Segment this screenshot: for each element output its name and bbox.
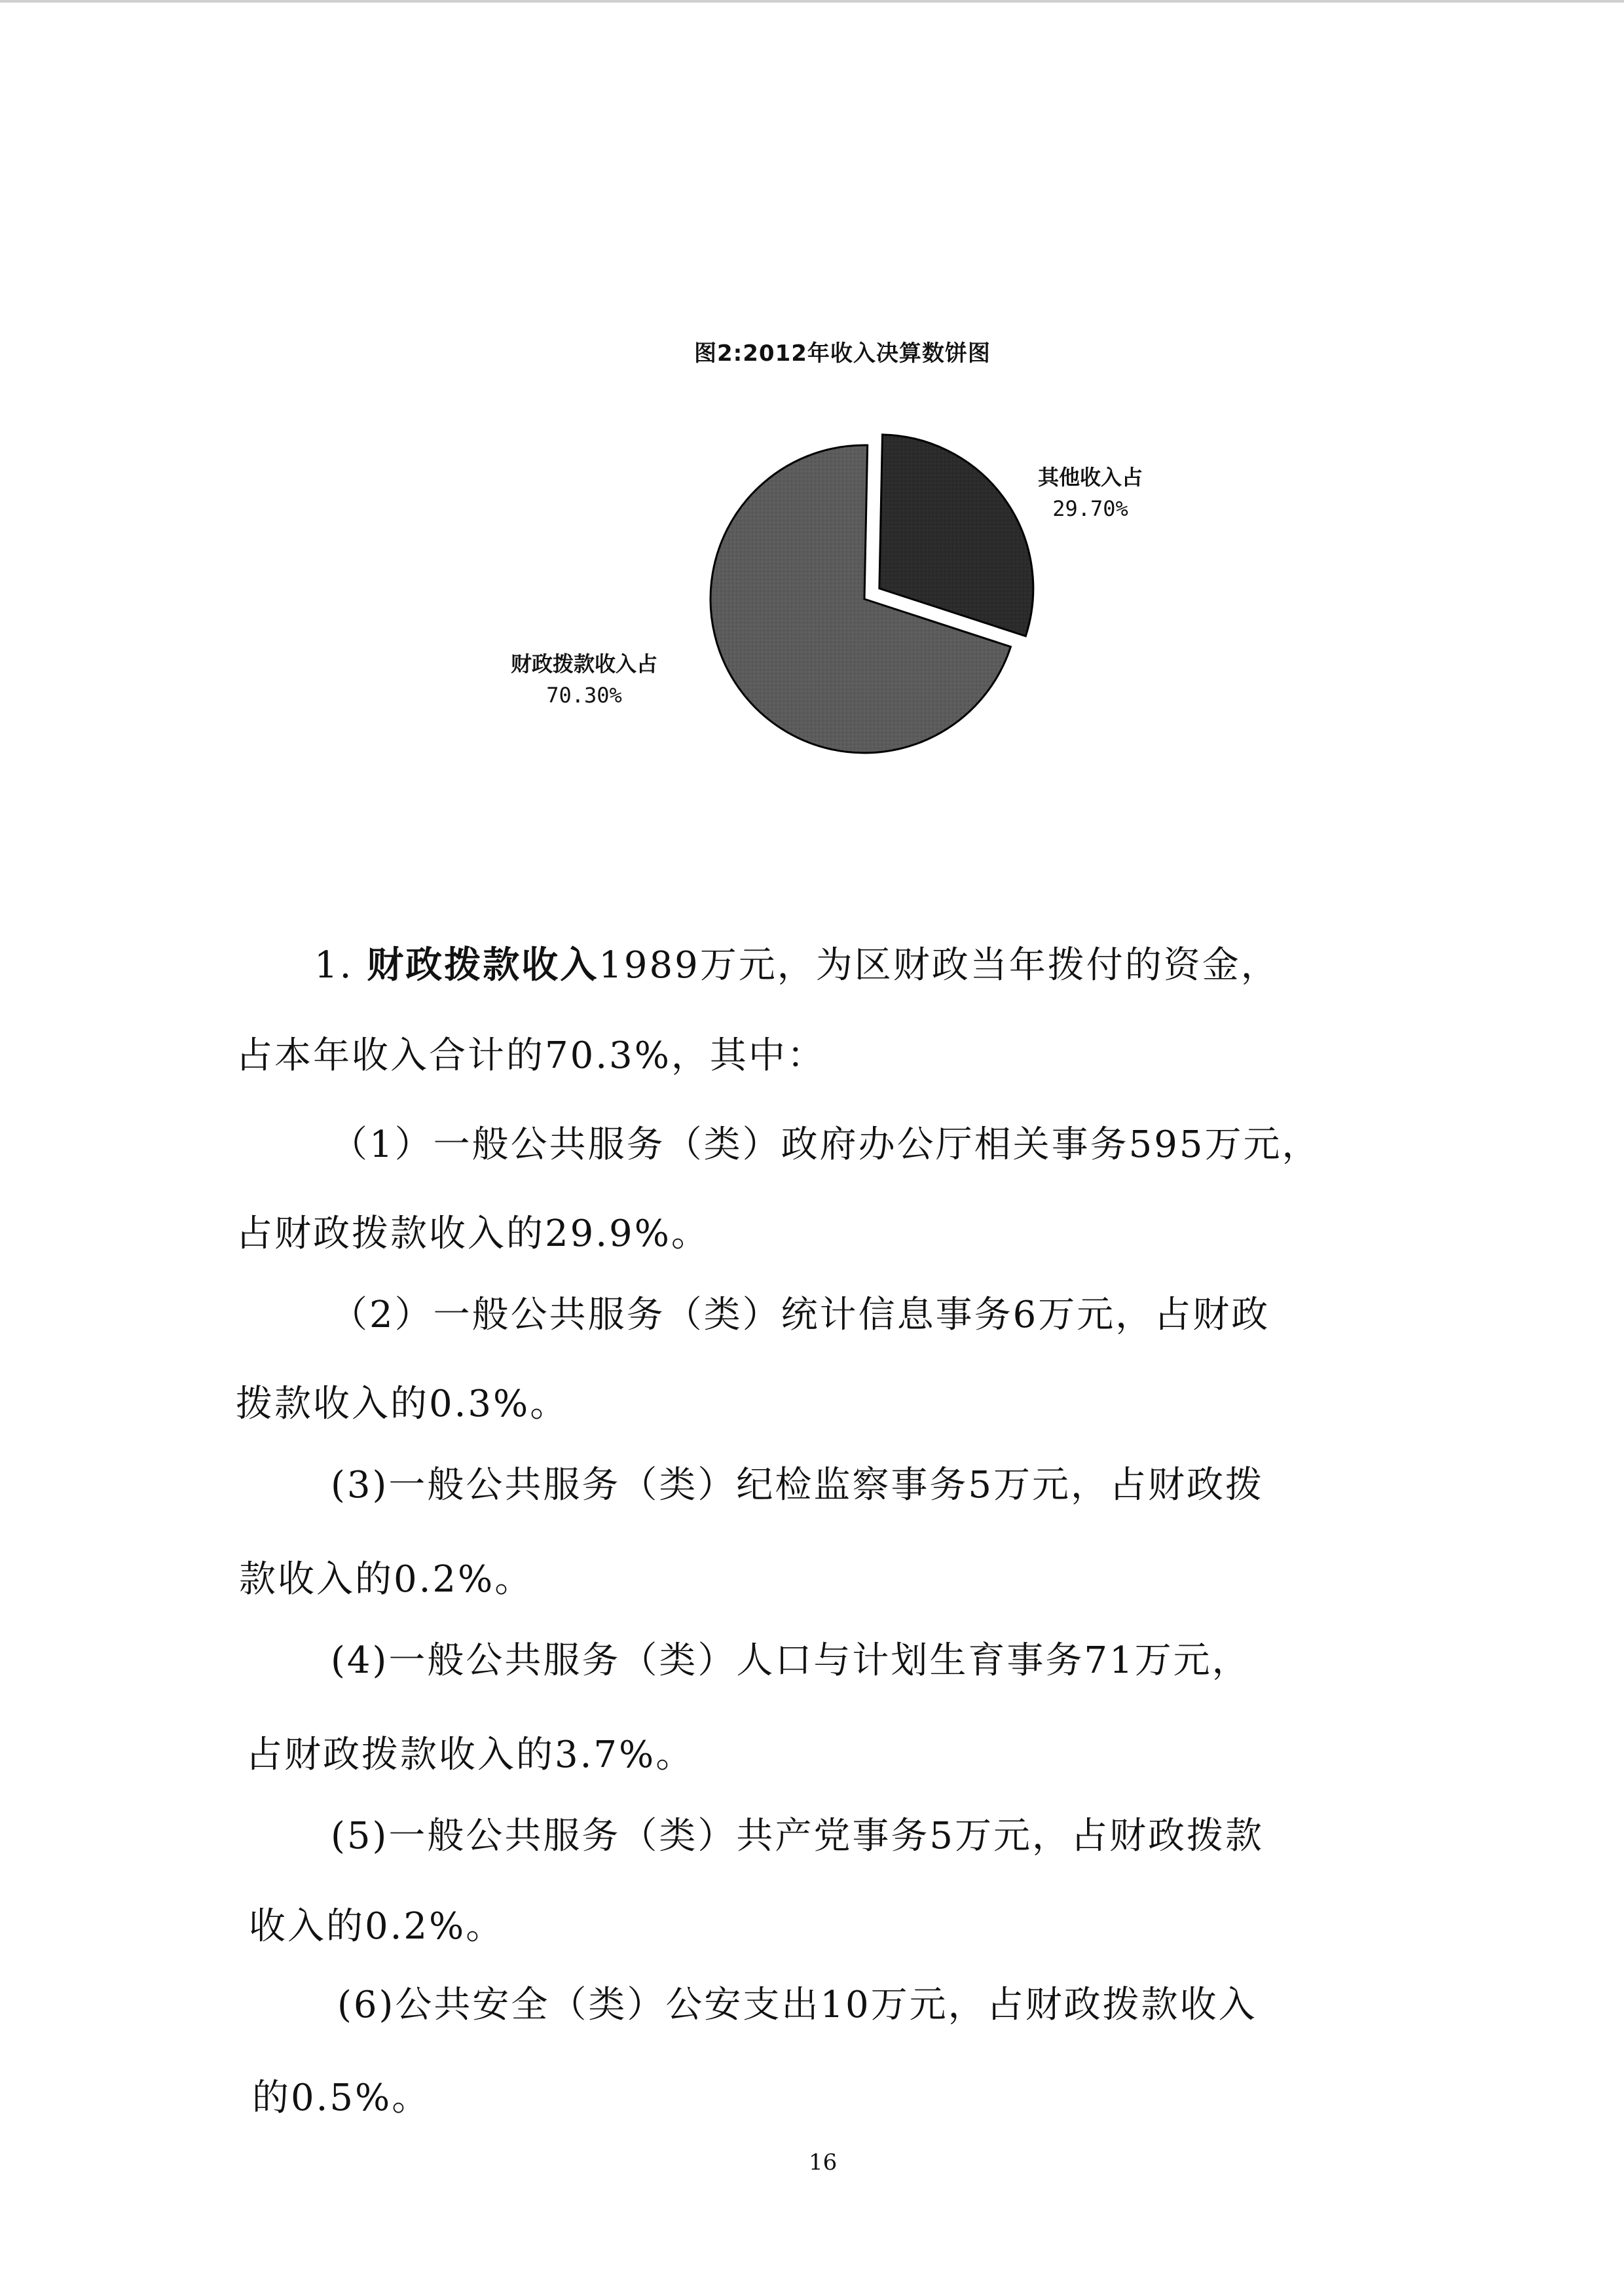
pie-slice-texture — [879, 435, 1033, 636]
paragraph-7-line-1: (6)公共安全（类）公安支出10万元，占财政拨款收入 — [337, 1984, 1257, 2026]
paragraph-3-line-1: （2）一般公共服务（类）统计信息事务6万元，占财政 — [331, 1294, 1270, 1336]
paragraph-6-line-1: (5)一般公共服务（类）共产党事务5万元，占财政拨款 — [331, 1815, 1264, 1857]
pie-label-other-value: 29.70% — [1052, 496, 1128, 521]
pie-label-fiscal-name: 财政拨款收入占 — [511, 651, 658, 676]
paragraph-7-line-2: 的0.5%。 — [252, 2077, 431, 2119]
pie-chart — [681, 406, 1074, 773]
pie-label-fiscal-value: 70.30% — [546, 683, 622, 708]
paragraph-6-line-2: 收入的0.2%。 — [249, 1905, 505, 1948]
paragraph-4-line-1: (3)一般公共服务（类）纪检监察事务5万元，占财政拨 — [331, 1464, 1264, 1506]
paragraph-5-line-1: (4)一般公共服务（类）人口与计划生育事务71万元， — [331, 1639, 1251, 1682]
paragraph-4-line-2: 款收入的0.2%。 — [239, 1558, 534, 1601]
item-number: 1. — [314, 944, 367, 987]
paragraph-1-line-1 — [314, 936, 1280, 989]
pie-label-other-name: 其他收入占 — [1038, 465, 1143, 490]
paragraph-2-line-2: 占财政拨款收入的29.9%。 — [236, 1212, 710, 1255]
paragraph-5-line-2: 占财政拨款收入的3.7%。 — [246, 1734, 695, 1776]
paragraph-2-line-1: （1）一般公共服务（类）政府办公厅相关事务595万元， — [331, 1123, 1321, 1166]
bold-term-fiscal-income: 财政拨款收入 — [367, 944, 599, 987]
paragraph-1-line-2: 占本年收入合计的70.3%，其中： — [236, 1034, 826, 1077]
page-top-edge — [0, 0, 1624, 3]
paragraph-3-line-2: 拨款收入的0.3%。 — [236, 1383, 569, 1425]
chart-title: 图2:2012年收入决算数饼图 — [694, 340, 991, 367]
pie-label-fiscal-appropriation — [511, 648, 657, 711]
page-number: 16 — [809, 2149, 838, 2176]
pie-label-other-income — [1038, 462, 1143, 524]
paragraph-text: 1989万元，为区财政当年拨付的资金， — [599, 944, 1280, 987]
